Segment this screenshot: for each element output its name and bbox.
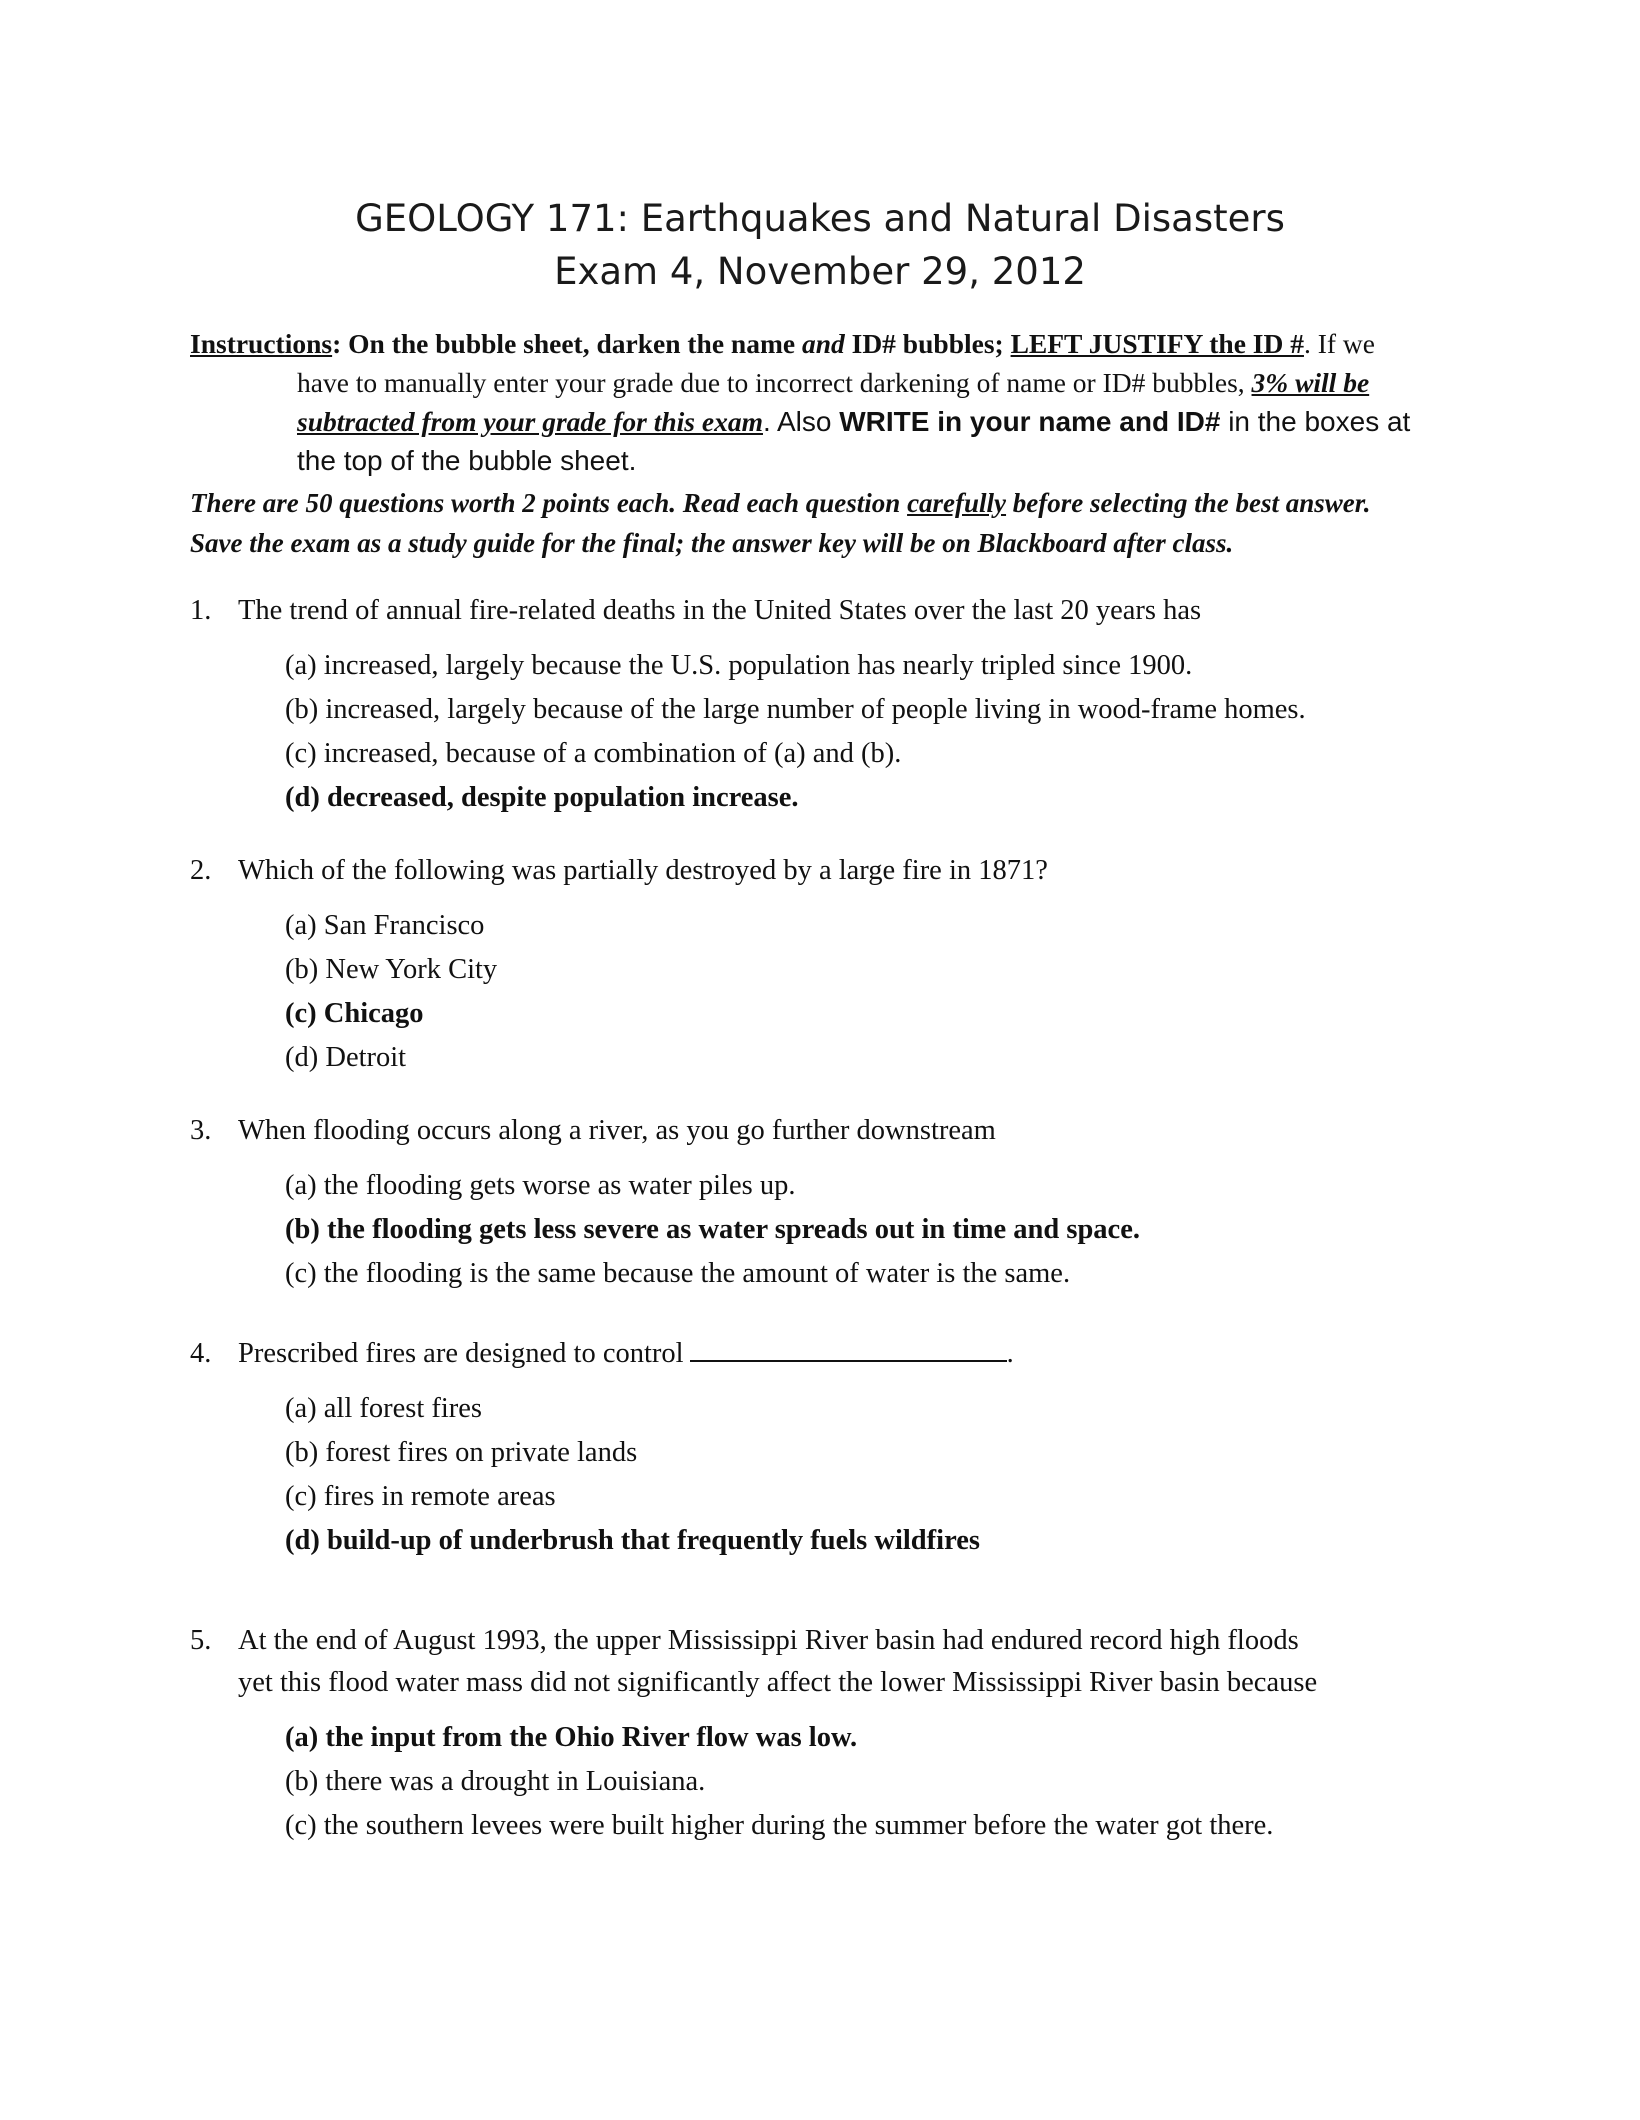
option-b: (b) forest fires on private lands: [285, 1437, 638, 1468]
option-d-answer: (d) decreased, despite population increase.: [285, 782, 799, 813]
instructions-line4: the top of the bubble sheet.: [297, 445, 637, 476]
instructions-penalty-b: subtracted from your grade for this exam: [297, 406, 763, 437]
question-number: 1.: [190, 595, 212, 626]
instructions-line3-a: . Also: [762, 406, 840, 437]
option-list: [190, 644, 1510, 820]
option-list: [190, 1716, 1510, 1848]
instructions-block: [190, 324, 1480, 480]
option-b: (b) there was a drought in Louisiana.: [285, 1766, 706, 1797]
option-b: (b) increased, largely because of the large number of people living in wood-frame homes.: [285, 694, 1306, 725]
note-line1-b: before selecting the best answer.: [1006, 488, 1371, 518]
question-4: [190, 1333, 1510, 1563]
option-a: (a) all forest fires: [285, 1393, 483, 1424]
option-list: [190, 1164, 1510, 1296]
instructions-write: WRITE in your name and ID#: [839, 406, 1221, 437]
question-stem-end: .: [1006, 1338, 1014, 1369]
exam-date: Exam 4, November 29, 2012: [554, 250, 1086, 293]
question-1: [190, 590, 1510, 820]
note-carefully: carefully: [907, 488, 1007, 518]
instructions-left-justify: LEFT JUSTIFY the ID #: [1010, 328, 1304, 359]
instructions-penalty-a: 3% will be: [1251, 367, 1370, 398]
option-a: (a) San Francisco: [285, 910, 485, 941]
question-5: [190, 1620, 1510, 1848]
question-stem: At the end of August 1993, the upper Mississippi River basin had endured record high floods: [238, 1625, 1299, 1656]
instructions-part2: ID# bubbles;: [844, 328, 1011, 359]
instructions-label: Instructions: [190, 328, 333, 359]
instructions-colon: :: [332, 328, 349, 359]
question-stem: Prescribed fires are designed to control: [238, 1338, 684, 1369]
option-d-answer: (d) build-up of underbrush that frequently fuels wildfires: [285, 1525, 980, 1556]
option-d: (d) Detroit: [285, 1042, 407, 1073]
instructions-part3: . If we: [1303, 328, 1375, 359]
question-stem: When flooding occurs along a river, as you go further downstream: [238, 1115, 996, 1146]
instructions-line3-b: in the boxes at: [1220, 406, 1411, 437]
question-number: 4.: [190, 1338, 212, 1369]
option-c: (c) the southern levees were built higher during the summer before the water got there.: [285, 1810, 1274, 1841]
note-line2: Save the exam as a study guide for the final; the answer key will be on Blackboard after class.: [190, 528, 1234, 558]
answer-blank: [690, 1336, 1007, 1362]
option-a: (a) the flooding gets worse as water piles up.: [285, 1170, 796, 1201]
exam-note: [190, 483, 1490, 563]
exam-title: GEOLOGY 171: Earthquakes and Natural Disasters: [355, 197, 1285, 240]
note-line1-a: There are 50 questions worth 2 points each. Read each question: [190, 488, 908, 518]
question-3: [190, 1110, 1510, 1296]
option-c: (c) increased, because of a combination of (a) and (b).: [285, 738, 902, 769]
option-a-answer: (a) the input from the Ohio River flow was low.: [285, 1722, 858, 1753]
option-c: (c) fires in remote areas: [285, 1481, 556, 1512]
question-number: 3.: [190, 1115, 212, 1146]
option-a: (a) increased, largely because the U.S. population has nearly tripled since 1900.: [285, 650, 1193, 681]
option-c-answer: (c) Chicago: [285, 998, 424, 1029]
question-2: [190, 850, 1510, 1080]
option-b-answer: (b) the flooding gets less severe as water spreads out in time and space.: [285, 1214, 1140, 1245]
instructions-line2: have to manually enter your grade due to incorrect darkening of name or ID# bubbles,: [297, 367, 1252, 398]
option-list: [190, 904, 1510, 1080]
option-b: (b) New York City: [285, 954, 498, 985]
question-stem: The trend of annual fire-related deaths in the United States over the last 20 years has: [238, 595, 1202, 626]
option-list: [190, 1387, 1510, 1563]
question-number: 2.: [190, 855, 212, 886]
question-stem: Which of the following was partially destroyed by a large fire in 1871?: [238, 855, 1048, 886]
question-number: 5.: [190, 1625, 212, 1656]
instructions-and: and: [801, 328, 845, 359]
option-c: (c) the flooding is the same because the amount of water is the same.: [285, 1258, 1071, 1289]
instructions-part1: On the bubble sheet, darken the name: [348, 328, 802, 359]
question-stem-line2: yet this flood water mass did not significantly affect the lower Mississippi River basin because: [238, 1667, 1318, 1698]
